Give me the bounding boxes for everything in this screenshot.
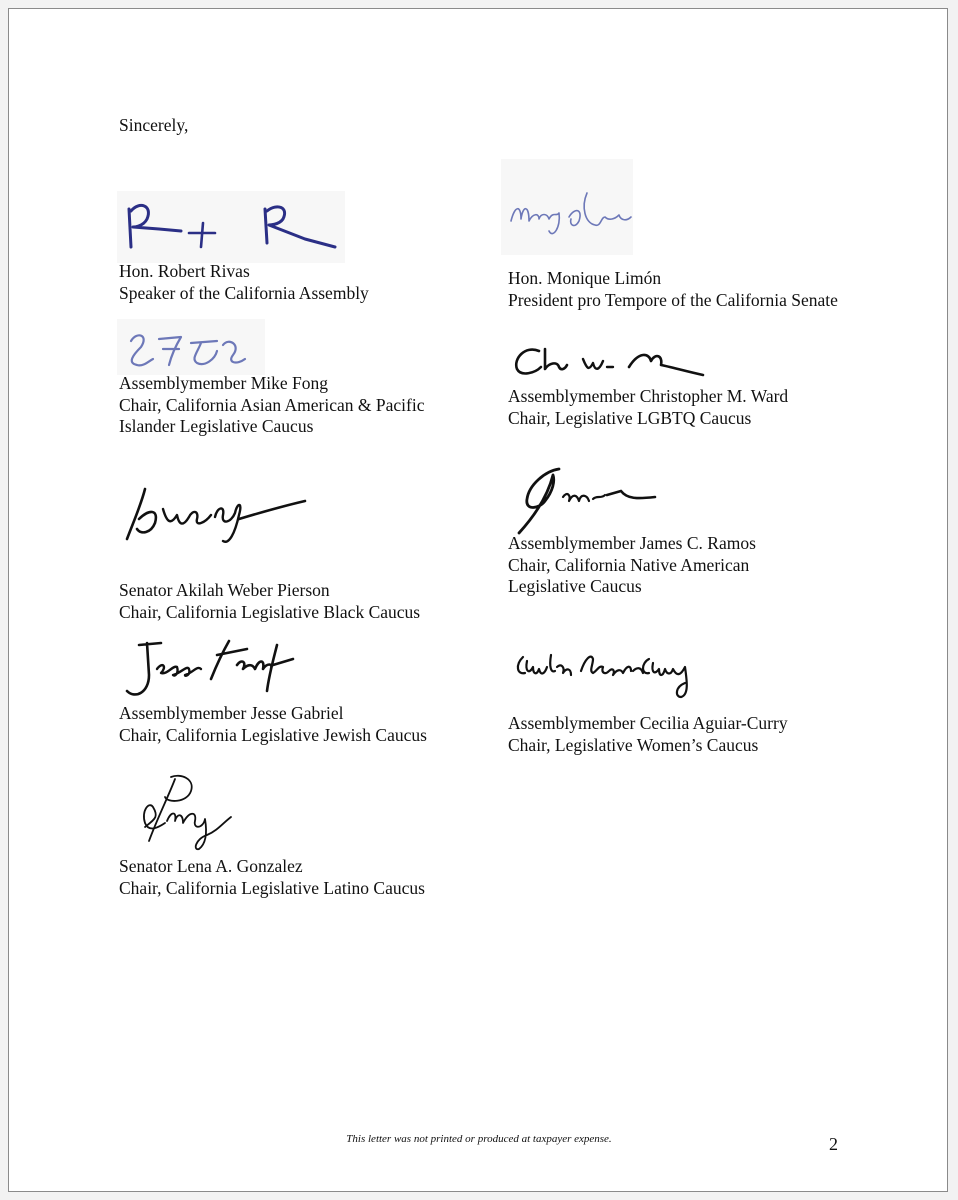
- signer-akilah-weber-pierson: [119, 580, 420, 623]
- signer-name: Assemblymember Cecilia Aguiar-Curry: [508, 713, 788, 733]
- signer-name: Assemblymember Christopher M. Ward: [508, 386, 789, 406]
- signature-akilah-weber-pierson: [119, 479, 309, 559]
- signer-title: Chair, California Legislative Latino Caucus: [119, 877, 425, 898]
- signer-james-ramos: [508, 533, 756, 598]
- signer-name: Senator Lena A. Gonzalez: [119, 856, 303, 876]
- signer-lena-gonzalez: [119, 856, 425, 899]
- letter-page: [8, 8, 948, 1192]
- signer-name: Hon. Robert Rivas: [119, 261, 250, 281]
- footer-note: This letter was not printed or produced at taxpayer expense.: [346, 1133, 612, 1145]
- signer-christopher-ward: [508, 386, 788, 429]
- signature-jesse-gabriel: [117, 635, 297, 705]
- signer-robert-rivas: [119, 261, 369, 304]
- signer-monique-limon: [508, 268, 842, 311]
- signer-name: Assemblymember Jesse Gabriel: [119, 703, 344, 723]
- signer-title: Chair, California Legislative Black Caucus: [119, 601, 421, 622]
- signature-cecilia-aguiar-curry: [509, 641, 709, 701]
- signer-name: Senator Akilah Weber Pierson: [119, 580, 330, 600]
- signature-monique-limon: [505, 187, 635, 247]
- signer-title: President pro Tempore of the California Senate: [508, 289, 838, 310]
- signature-mike-fong: [119, 323, 265, 375]
- signer-name: Assemblymember James C. Ramos: [508, 533, 756, 553]
- signer-title: Chair, Legislative Women’s Caucus: [508, 734, 759, 755]
- signer-cecilia-aguiar-curry: [508, 713, 788, 756]
- page-number: 2: [829, 1134, 838, 1154]
- closing: Sincerely,: [119, 115, 189, 135]
- signer-mike-fong: [119, 373, 424, 438]
- signature-james-ramos: [509, 461, 659, 537]
- signer-title-line: Chair, California Asian American & Pacific: [119, 394, 425, 415]
- signer-jesse-gabriel: [119, 703, 427, 746]
- signature-robert-rivas: [119, 195, 347, 261]
- signer-title-line: Legislative Caucus: [508, 576, 642, 596]
- signature-lena-gonzalez: [125, 767, 245, 857]
- signer-title-line: Islander Legislative Caucus: [119, 416, 314, 436]
- signer-title: Chair, Legislative LGBTQ Caucus: [508, 407, 752, 428]
- signer-title: Speaker of the California Assembly: [119, 282, 369, 303]
- signer-name: Assemblymember Mike Fong: [119, 373, 329, 393]
- signer-title: Chair, California Legislative Jewish Caucus: [119, 724, 427, 745]
- signer-name: Hon. Monique Limón: [508, 268, 662, 288]
- signer-title-line: Chair, California Native American: [508, 554, 750, 575]
- signature-christopher-ward: [509, 339, 709, 387]
